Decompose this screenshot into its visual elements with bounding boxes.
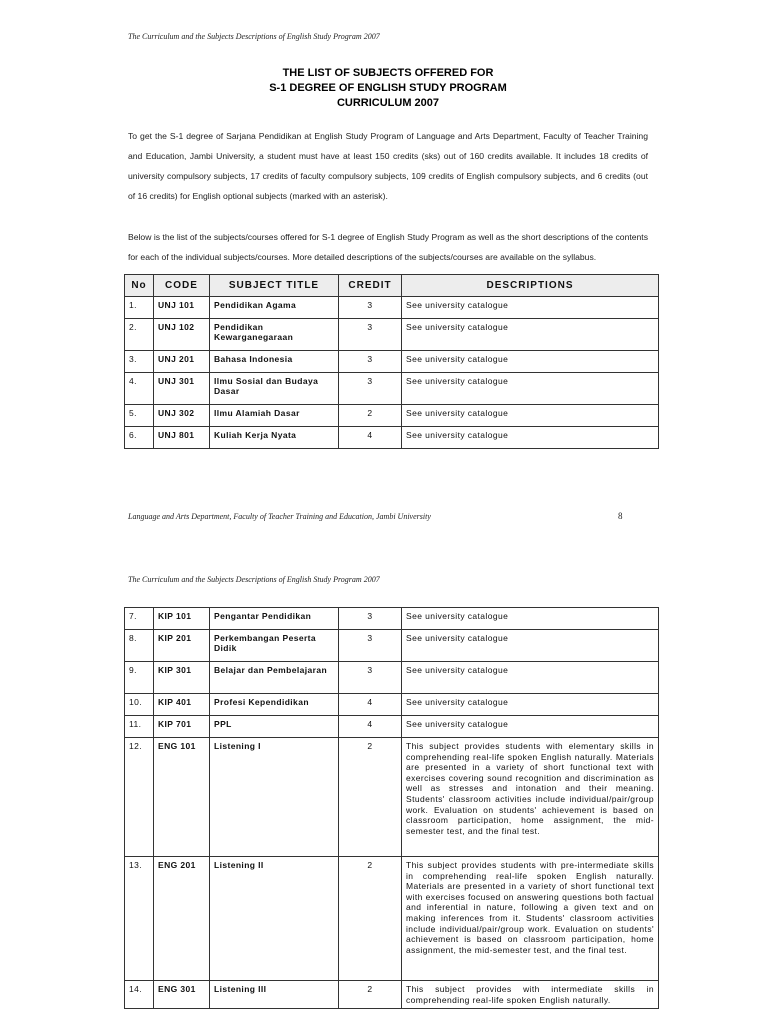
row-title: Listening III (210, 981, 339, 1009)
table-row (125, 351, 659, 373)
table-row (125, 981, 659, 1009)
subjects-table-page-1 (124, 274, 659, 449)
subjects-table-page-2 (124, 607, 659, 1009)
row-credit: 3 (339, 608, 402, 630)
row-no: 13. (125, 857, 154, 981)
row-no: 12. (125, 738, 154, 857)
row-description: See university catalogue (402, 427, 659, 449)
row-title: Ilmu Sosial dan Budaya Dasar (210, 373, 339, 405)
row-code: ENG 301 (154, 981, 210, 1009)
table-row (125, 716, 659, 738)
row-no: 10. (125, 694, 154, 716)
title-line-1: THE LIST OF SUBJECTS OFFERED FOR (282, 67, 494, 79)
row-credit: 4 (339, 427, 402, 449)
row-title: Pendidikan Agama (210, 297, 339, 319)
running-head: The Curriculum and the Subjects Descriptions of English Study Program 2007 (128, 32, 380, 41)
row-credit: 4 (339, 694, 402, 716)
row-title: Profesi Kependidikan (210, 694, 339, 716)
table-row (125, 427, 659, 449)
table-row (125, 405, 659, 427)
row-description: See university catalogue (402, 694, 659, 716)
row-code: UNJ 801 (154, 427, 210, 449)
row-title: Perkembangan Peserta Didik (210, 630, 339, 662)
row-no: 9. (125, 662, 154, 694)
table-row (125, 738, 659, 857)
row-code: KIP 401 (154, 694, 210, 716)
row-code: UNJ 302 (154, 405, 210, 427)
row-description: See university catalogue (402, 351, 659, 373)
row-code: UNJ 201 (154, 351, 210, 373)
row-description: This subject provides with intermediate skills in comprehending real-life spoken English naturally. (402, 981, 659, 1009)
title-line-2: S-1 DEGREE OF ENGLISH STUDY PROGRAM (269, 82, 507, 94)
running-head-page-2: The Curriculum and the Subjects Descriptions of English Study Program 2007 (128, 575, 380, 584)
column-header-code: CODE (154, 275, 210, 297)
row-no: 1. (125, 297, 154, 319)
row-description: See university catalogue (402, 608, 659, 630)
row-code: KIP 301 (154, 662, 210, 694)
row-code: UNJ 102 (154, 319, 210, 351)
row-credit: 2 (339, 857, 402, 981)
row-no: 6. (125, 427, 154, 449)
row-title: Pendidikan Kewarganegaraan (210, 319, 339, 351)
row-description: This subject provides students with pre-intermediate skills in comprehending real-life spoken English naturally. Materials are presented in a variety of short functional text with exercises focused on answering questions both factual and inferential in nature, following a given text and on making inferences from it. Students' classroom activities include individual/pair/group work. Evaluation on students' achievement is based on classroom participation, home assignment, the mid-semester test, and the final test. (402, 857, 659, 981)
column-header-descriptions: DESCRIPTIONS (402, 275, 659, 297)
row-no: 5. (125, 405, 154, 427)
document-title (128, 66, 648, 111)
row-title: Kuliah Kerja Nyata (210, 427, 339, 449)
row-no: 7. (125, 608, 154, 630)
table-row (125, 373, 659, 405)
row-description: See university catalogue (402, 405, 659, 427)
column-header-no: No (125, 275, 154, 297)
row-credit: 3 (339, 297, 402, 319)
row-title: Bahasa Indonesia (210, 351, 339, 373)
row-code: ENG 201 (154, 857, 210, 981)
row-description: See university catalogue (402, 297, 659, 319)
column-header-credit: CREDIT (339, 275, 402, 297)
row-no: 14. (125, 981, 154, 1009)
column-header-subject-title: SUBJECT TITLE (210, 275, 339, 297)
row-title: Belajar dan Pembelajaran (210, 662, 339, 694)
row-title: Pengantar Pendidikan (210, 608, 339, 630)
row-no: 8. (125, 630, 154, 662)
intro-paragraph: To get the S-1 degree of Sarjana Pendidikan at English Study Program of Language and Arts Department, Faculty of Teacher Training and Education, Jambi University, a student must have at least 150 credits (sks) out of 160 credits available. It includes 18 credits of university compulsory subjects, 17 credits of faculty compulsory subjects, 109 credits of English compulsory subjects, and 6 credits (out of 16 credits) for English optional subjects (marked with an asterisk). (128, 131, 648, 201)
page-number: 8 (618, 511, 623, 521)
page-footer: Language and Arts Department, Faculty of Teacher Training and Education, Jambi University (128, 512, 431, 521)
table-row (125, 297, 659, 319)
row-credit: 3 (339, 319, 402, 351)
row-code: UNJ 301 (154, 373, 210, 405)
row-description: See university catalogue (402, 319, 659, 351)
row-credit: 2 (339, 405, 402, 427)
row-credit: 3 (339, 351, 402, 373)
table-row (125, 694, 659, 716)
row-description: See university catalogue (402, 662, 659, 694)
row-title: PPL (210, 716, 339, 738)
row-code: UNJ 101 (154, 297, 210, 319)
row-description: See university catalogue (402, 630, 659, 662)
row-no: 4. (125, 373, 154, 405)
row-description: See university catalogue (402, 373, 659, 405)
list-paragraph: Below is the list of the subjects/courses offered for S-1 degree of English Study Program as well as the short descriptions of the contents for each of the individual subjects/courses. More detailed descriptions of the subjects/courses are available on the syllabus. (128, 232, 648, 262)
row-code: KIP 101 (154, 608, 210, 630)
table-row (125, 662, 659, 694)
table-header-row (125, 275, 659, 297)
table-row (125, 630, 659, 662)
row-title: Ilmu Alamiah Dasar (210, 405, 339, 427)
row-title: Listening II (210, 857, 339, 981)
title-line-3: CURRICULUM 2007 (336, 97, 440, 109)
row-credit: 3 (339, 373, 402, 405)
row-credit: 2 (339, 981, 402, 1009)
row-credit: 3 (339, 630, 402, 662)
row-no: 3. (125, 351, 154, 373)
table-row (125, 319, 659, 351)
row-no: 11. (125, 716, 154, 738)
row-description: This subject provides students with elementary skills in comprehending real-life spoken English naturally. Materials are presented in a variety of short functional text with exercises covering sound recognition and discrimination as well as stresses and intonation and their meaning. Students' classroom activities include individual/pair/group work. Evaluation on students' achievement is based on classroom participation, home assignment, the mid-semester test, and the final test. (402, 738, 659, 857)
row-description: See university catalogue (402, 716, 659, 738)
table-row (125, 608, 659, 630)
row-code: ENG 101 (154, 738, 210, 857)
table-row (125, 857, 659, 981)
row-no: 2. (125, 319, 154, 351)
row-credit: 4 (339, 716, 402, 738)
row-code: KIP 201 (154, 630, 210, 662)
row-code: KIP 701 (154, 716, 210, 738)
row-credit: 3 (339, 662, 402, 694)
row-title: Listening I (210, 738, 339, 857)
row-credit: 2 (339, 738, 402, 857)
